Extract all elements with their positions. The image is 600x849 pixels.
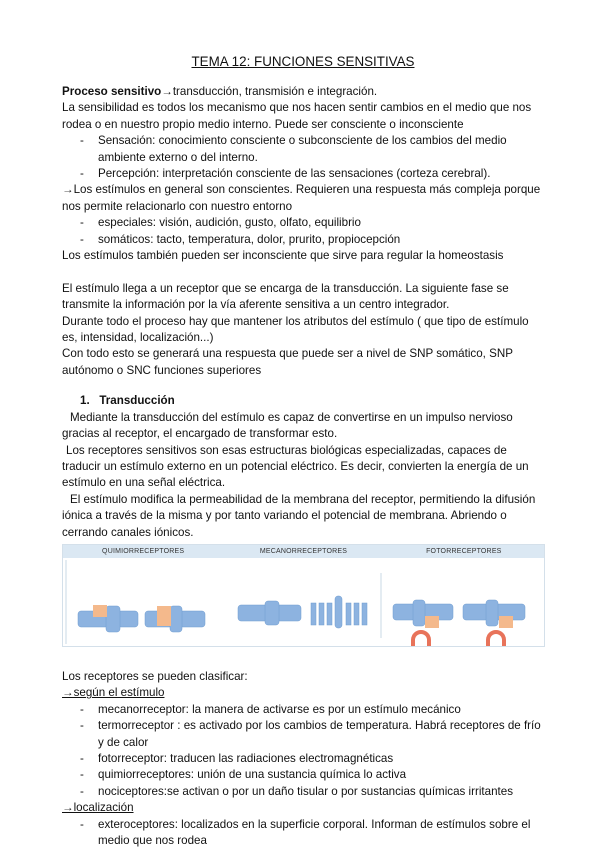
paragraph: Los receptores se pueden clasificar:: [62, 669, 248, 683]
paragraph: Mediante la transducción del estímulo es capaz de convertirse en un impulso nervioso gracias al receptor, el encargado de transformar esto.: [62, 410, 513, 441]
paragraph: Con todo esto se generará una respuesta que puede ser a nivel de SNP somático, SNP autónomo o SNC funciones superiores: [62, 347, 513, 377]
lead-bold: Proceso sensitivo: [62, 85, 162, 98]
paragraph: →Los estímulos en general son conscientes. Requieren una respuesta más compleja porque nos permite relacionarlo con nuestro entorno: [62, 183, 541, 213]
figure-header: [63, 545, 544, 558]
paragraph: El estímulo llega a un receptor que se encarga de la transducción. La siguiente fase se transmite la información por la vía aferente sensitiva a un centro integrador.: [62, 281, 509, 312]
paragraph: El estímulo modifica la permeabilidad de la membrana del receptor, permitiendo la difusión iónica a través de la misma y por tanto variando el potencial de membrana. Abriendo o cerrando canales iónicos.: [62, 492, 536, 539]
page-title: TEMA 12: FUNCIONES SENSITIVAS: [191, 54, 415, 69]
paragraph: Los estímulos también pueden ser inconsciente que sirve para regular la homeostasis: [62, 249, 504, 263]
list: [62, 215, 544, 248]
paragraph: Durante todo el proceso hay que mantener los atributos del estímulo ( que tipo de estímulo es, intensidad, localización...): [62, 314, 529, 345]
list-item: - fotorreceptor: traducen las radiaciones electromagnéticas: [98, 751, 544, 767]
section-heading: 1. Transducción: [80, 394, 175, 408]
list-item: - termorreceptor : es activado por los cambios de temperatura. Habrá receptores de frío y de calor: [98, 718, 544, 751]
subheading: →según el estímulo: [62, 686, 165, 700]
paragraph: Los receptores sensitivos son esas estructuras biológicas especializadas, capaces de traducir un estímulo externo en un potencial eléctrico. Es decir, convierten la energía de un estímulo en una señal eléctrica.: [62, 443, 529, 490]
panel-title: FOTORRECEPTORES: [426, 547, 502, 555]
membrane-diagrams: [63, 558, 544, 646]
panel-title: MECANORRECEPTORES: [259, 547, 348, 555]
subheading: →localización: [62, 801, 134, 815]
list-item: - especiales: visión, audición, gusto, olfato, equilibrio: [98, 215, 544, 231]
list-item: - nociceptores:se activan o por un daño tisular o por sustancias químicas irritantes: [98, 784, 544, 800]
list-item: - Percepción: interpretación consciente de las sensaciones (corteza cerebral).: [98, 166, 544, 182]
list: [62, 817, 544, 849]
intro-lead: [62, 84, 544, 100]
panel-title: QUIMIORRECEPTORES: [102, 547, 185, 555]
list: [62, 133, 544, 182]
list-item: - somáticos: tacto, temperatura, dolor, prurito, propiocepción: [98, 232, 544, 248]
list-item: - mecanorreceptor: la manera de activarse es por un estímulo mecánico: [98, 702, 544, 718]
list-item: - quimiorreceptores: unión de una sustancia química lo activa: [98, 767, 544, 783]
list-item: - Sensación: conocimiento consciente o subconsciente de los cambios del medio ambiente externo o del interno.: [98, 133, 544, 166]
paragraph: La sensibilidad es todos los mecanismo que nos hacen sentir cambios en el medio que nos rodea o en nuestro propio medio interno. Puede ser consciente o inconsciente: [62, 101, 532, 131]
list: [62, 702, 544, 800]
receptors-figure: [62, 544, 545, 647]
lead-rest: →transducción, transmisión e integración.: [161, 85, 378, 98]
list-item: - exteroceptores: localizados en la superficie corporal. Informan de estímulos sobre el medio que nos rodea: [98, 817, 544, 849]
document-page: [62, 54, 544, 849]
